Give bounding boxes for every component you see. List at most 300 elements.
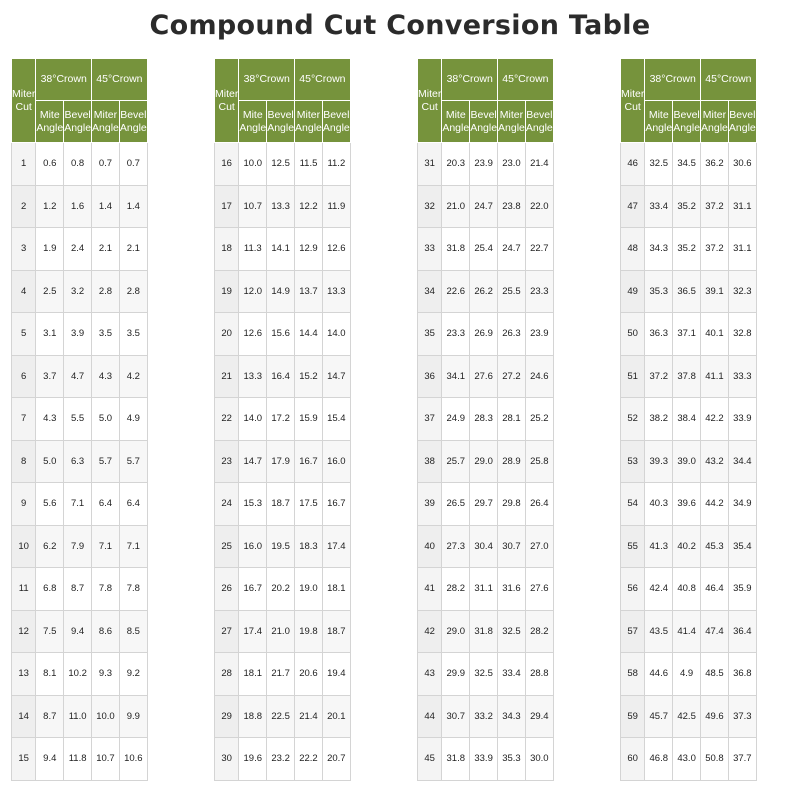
miter-38-bevel-angle-value: 9.4 bbox=[64, 610, 92, 653]
miter-cut-value: 48 bbox=[621, 228, 645, 271]
miter-38-bevel-angle-value: 2.4 bbox=[64, 228, 92, 271]
miter-cut-value: 24 bbox=[215, 483, 239, 526]
miter-cut-value: 16 bbox=[215, 143, 239, 186]
miter-45-miter-angle-value: 31.6 bbox=[498, 568, 526, 611]
miter-45-miter-angle-value: 47.4 bbox=[701, 610, 729, 653]
miter-45-bevel-angle-value: 33.9 bbox=[728, 398, 756, 441]
miter-45-bevel-angle-value: 27.6 bbox=[525, 568, 553, 611]
miter-38-bevel-angle-value: 37.8 bbox=[673, 355, 701, 398]
miter-38-mite-angle-value: 28.2 bbox=[442, 568, 470, 611]
miter-cut-value: 51 bbox=[621, 355, 645, 398]
miter-38-bevel-angle-value: 28.3 bbox=[470, 398, 498, 441]
miter-38-mite-angle-value: 25.7 bbox=[442, 440, 470, 483]
miter-angle-header: Miter Angle bbox=[92, 101, 120, 143]
table-row bbox=[12, 440, 148, 483]
table-row bbox=[215, 398, 351, 441]
miter-38-bevel-angle-value: 14.1 bbox=[267, 228, 295, 271]
miter-38-mite-angle-value: 5.6 bbox=[36, 483, 64, 526]
miter-45-miter-angle-value: 1.4 bbox=[92, 185, 120, 228]
miter-38-mite-angle-value: 1.9 bbox=[36, 228, 64, 271]
miter-38-mite-angle-value: 24.9 bbox=[442, 398, 470, 441]
miter-cut-header: Miter Cut bbox=[621, 59, 645, 143]
miter-cut-value: 9 bbox=[12, 483, 36, 526]
miter-45-miter-angle-value: 13.7 bbox=[295, 270, 323, 313]
miter-45-bevel-angle-value: 28.2 bbox=[525, 610, 553, 653]
miter-45-miter-angle-value: 6.4 bbox=[92, 483, 120, 526]
miter-45-bevel-angle-value: 0.7 bbox=[119, 143, 147, 186]
miter-cut-value: 18 bbox=[215, 228, 239, 271]
miter-45-miter-angle-value: 3.5 bbox=[92, 313, 120, 356]
miter-45-bevel-angle-value: 18.1 bbox=[322, 568, 350, 611]
miter-45-miter-angle-value: 26.3 bbox=[498, 313, 526, 356]
miter-cut-value: 34 bbox=[418, 270, 442, 313]
miter-45-bevel-angle-value: 21.4 bbox=[525, 143, 553, 186]
miter-45-miter-angle-value: 4.3 bbox=[92, 355, 120, 398]
miter-45-miter-angle-value: 15.9 bbox=[295, 398, 323, 441]
miter-cut-header: Miter Cut bbox=[12, 59, 36, 143]
bevel-angle-header: Bevel Angle bbox=[470, 101, 498, 143]
miter-38-bevel-angle-value: 15.6 bbox=[267, 313, 295, 356]
miter-45-bevel-angle-value: 8.5 bbox=[119, 610, 147, 653]
table-row bbox=[215, 738, 351, 781]
table-row bbox=[12, 525, 148, 568]
conversion-table-4 bbox=[620, 58, 757, 781]
miter-38-bevel-angle-value: 39.0 bbox=[673, 440, 701, 483]
miter-45-bevel-angle-value: 17.4 bbox=[322, 525, 350, 568]
miter-38-mite-angle-value: 30.7 bbox=[442, 695, 470, 738]
miter-38-mite-angle-value: 32.5 bbox=[645, 143, 673, 186]
miter-38-mite-angle-value: 14.0 bbox=[239, 398, 267, 441]
miter-45-bevel-angle-value: 20.7 bbox=[322, 738, 350, 781]
table-row bbox=[418, 568, 554, 611]
miter-45-bevel-angle-value: 22.7 bbox=[525, 228, 553, 271]
miter-45-miter-angle-value: 30.7 bbox=[498, 525, 526, 568]
miter-38-mite-angle-value: 1.2 bbox=[36, 185, 64, 228]
miter-45-bevel-angle-value: 9.9 bbox=[119, 695, 147, 738]
miter-38-bevel-angle-value: 29.0 bbox=[470, 440, 498, 483]
miter-cut-value: 58 bbox=[621, 653, 645, 696]
miter-cut-value: 4 bbox=[12, 270, 36, 313]
table-row bbox=[215, 653, 351, 696]
table-row bbox=[621, 185, 757, 228]
table-row bbox=[418, 355, 554, 398]
miter-45-bevel-angle-value: 11.9 bbox=[322, 185, 350, 228]
table-row bbox=[418, 313, 554, 356]
miter-cut-value: 11 bbox=[12, 568, 36, 611]
crown-45-header: 45°Crown bbox=[701, 59, 757, 101]
mite-angle-header: Mite Angle bbox=[645, 101, 673, 143]
miter-38-bevel-angle-value: 10.2 bbox=[64, 653, 92, 696]
miter-38-bevel-angle-value: 35.2 bbox=[673, 185, 701, 228]
miter-cut-value: 7 bbox=[12, 398, 36, 441]
miter-38-bevel-angle-value: 30.4 bbox=[470, 525, 498, 568]
table-row bbox=[12, 653, 148, 696]
miter-cut-value: 55 bbox=[621, 525, 645, 568]
miter-38-mite-angle-value: 44.6 bbox=[645, 653, 673, 696]
miter-45-bevel-angle-value: 14.0 bbox=[322, 313, 350, 356]
table-row bbox=[418, 185, 554, 228]
miter-38-mite-angle-value: 4.3 bbox=[36, 398, 64, 441]
conversion-table-2 bbox=[214, 58, 351, 781]
table-row bbox=[418, 738, 554, 781]
miter-38-bevel-angle-value: 21.7 bbox=[267, 653, 295, 696]
crown-38-header: 38°Crown bbox=[645, 59, 701, 101]
miter-38-bevel-angle-value: 7.1 bbox=[64, 483, 92, 526]
miter-38-bevel-angle-value: 40.2 bbox=[673, 525, 701, 568]
miter-38-bevel-angle-value: 29.7 bbox=[470, 483, 498, 526]
miter-38-bevel-angle-value: 22.5 bbox=[267, 695, 295, 738]
miter-45-miter-angle-value: 44.2 bbox=[701, 483, 729, 526]
miter-cut-value: 22 bbox=[215, 398, 239, 441]
miter-38-bevel-angle-value: 0.8 bbox=[64, 143, 92, 186]
miter-38-bevel-angle-value: 33.9 bbox=[470, 738, 498, 781]
miter-cut-value: 43 bbox=[418, 653, 442, 696]
miter-45-bevel-angle-value: 11.2 bbox=[322, 143, 350, 186]
table-row bbox=[418, 270, 554, 313]
miter-45-bevel-angle-value: 37.7 bbox=[728, 738, 756, 781]
miter-cut-value: 2 bbox=[12, 185, 36, 228]
miter-38-bevel-angle-value: 4.9 bbox=[673, 653, 701, 696]
miter-45-miter-angle-value: 17.5 bbox=[295, 483, 323, 526]
miter-45-miter-angle-value: 21.4 bbox=[295, 695, 323, 738]
miter-45-miter-angle-value: 7.1 bbox=[92, 525, 120, 568]
miter-45-bevel-angle-value: 29.4 bbox=[525, 695, 553, 738]
bevel-angle-header: Bevel Angle bbox=[728, 101, 756, 143]
miter-45-bevel-angle-value: 30.0 bbox=[525, 738, 553, 781]
miter-cut-value: 17 bbox=[215, 185, 239, 228]
miter-38-mite-angle-value: 10.0 bbox=[239, 143, 267, 186]
miter-38-bevel-angle-value: 43.0 bbox=[673, 738, 701, 781]
table-row bbox=[621, 695, 757, 738]
miter-45-miter-angle-value: 5.0 bbox=[92, 398, 120, 441]
miter-38-bevel-angle-value: 38.4 bbox=[673, 398, 701, 441]
table-row bbox=[215, 228, 351, 271]
miter-38-bevel-angle-value: 5.5 bbox=[64, 398, 92, 441]
miter-38-mite-angle-value: 5.0 bbox=[36, 440, 64, 483]
bevel-angle-header: Bevel Angle bbox=[525, 101, 553, 143]
table-row bbox=[215, 355, 351, 398]
miter-45-miter-angle-value: 5.7 bbox=[92, 440, 120, 483]
table-row bbox=[12, 398, 148, 441]
miter-38-bevel-angle-value: 32.5 bbox=[470, 653, 498, 696]
miter-38-mite-angle-value: 12.0 bbox=[239, 270, 267, 313]
miter-45-miter-angle-value: 2.1 bbox=[92, 228, 120, 271]
miter-cut-value: 20 bbox=[215, 313, 239, 356]
miter-45-miter-angle-value: 24.7 bbox=[498, 228, 526, 271]
miter-38-bevel-angle-value: 31.1 bbox=[470, 568, 498, 611]
table-row bbox=[418, 525, 554, 568]
miter-45-bevel-angle-value: 4.2 bbox=[119, 355, 147, 398]
miter-45-bevel-angle-value: 34.4 bbox=[728, 440, 756, 483]
miter-cut-value: 13 bbox=[12, 653, 36, 696]
miter-38-bevel-angle-value: 7.9 bbox=[64, 525, 92, 568]
miter-38-mite-angle-value: 8.1 bbox=[36, 653, 64, 696]
miter-38-mite-angle-value: 39.3 bbox=[645, 440, 673, 483]
miter-45-bevel-angle-value: 35.4 bbox=[728, 525, 756, 568]
miter-38-mite-angle-value: 7.5 bbox=[36, 610, 64, 653]
miter-38-bevel-angle-value: 34.5 bbox=[673, 143, 701, 186]
miter-38-mite-angle-value: 2.5 bbox=[36, 270, 64, 313]
table-row bbox=[418, 143, 554, 186]
miter-45-bevel-angle-value: 34.9 bbox=[728, 483, 756, 526]
miter-38-mite-angle-value: 34.3 bbox=[645, 228, 673, 271]
miter-38-bevel-angle-value: 41.4 bbox=[673, 610, 701, 653]
miter-45-bevel-angle-value: 37.3 bbox=[728, 695, 756, 738]
miter-cut-value: 26 bbox=[215, 568, 239, 611]
miter-45-bevel-angle-value: 32.3 bbox=[728, 270, 756, 313]
miter-45-miter-angle-value: 37.2 bbox=[701, 185, 729, 228]
miter-cut-value: 59 bbox=[621, 695, 645, 738]
miter-38-mite-angle-value: 29.0 bbox=[442, 610, 470, 653]
miter-38-bevel-angle-value: 6.3 bbox=[64, 440, 92, 483]
miter-cut-value: 56 bbox=[621, 568, 645, 611]
miter-cut-value: 27 bbox=[215, 610, 239, 653]
miter-38-mite-angle-value: 35.3 bbox=[645, 270, 673, 313]
miter-38-bevel-angle-value: 37.1 bbox=[673, 313, 701, 356]
bevel-angle-header: Bevel Angle bbox=[64, 101, 92, 143]
miter-38-mite-angle-value: 29.9 bbox=[442, 653, 470, 696]
miter-38-bevel-angle-value: 42.5 bbox=[673, 695, 701, 738]
miter-45-miter-angle-value: 49.6 bbox=[701, 695, 729, 738]
miter-45-miter-angle-value: 45.3 bbox=[701, 525, 729, 568]
miter-45-miter-angle-value: 43.2 bbox=[701, 440, 729, 483]
miter-38-mite-angle-value: 14.7 bbox=[239, 440, 267, 483]
miter-45-miter-angle-value: 23.0 bbox=[498, 143, 526, 186]
miter-38-mite-angle-value: 16.7 bbox=[239, 568, 267, 611]
table-row bbox=[215, 270, 351, 313]
miter-45-bevel-angle-value: 6.4 bbox=[119, 483, 147, 526]
miter-38-bevel-angle-value: 23.9 bbox=[470, 143, 498, 186]
miter-cut-value: 5 bbox=[12, 313, 36, 356]
bevel-angle-header: Bevel Angle bbox=[322, 101, 350, 143]
miter-38-mite-angle-value: 21.0 bbox=[442, 185, 470, 228]
miter-38-bevel-angle-value: 26.9 bbox=[470, 313, 498, 356]
conversion-table-3 bbox=[417, 58, 554, 781]
table-row bbox=[418, 398, 554, 441]
table-row bbox=[215, 143, 351, 186]
miter-45-bevel-angle-value: 28.8 bbox=[525, 653, 553, 696]
table-row bbox=[621, 313, 757, 356]
miter-38-bevel-angle-value: 39.6 bbox=[673, 483, 701, 526]
table-row bbox=[621, 228, 757, 271]
miter-cut-value: 50 bbox=[621, 313, 645, 356]
miter-angle-header: Miter Angle bbox=[701, 101, 729, 143]
miter-38-mite-angle-value: 40.3 bbox=[645, 483, 673, 526]
miter-38-mite-angle-value: 26.5 bbox=[442, 483, 470, 526]
miter-45-bevel-angle-value: 36.8 bbox=[728, 653, 756, 696]
miter-cut-value: 30 bbox=[215, 738, 239, 781]
miter-cut-value: 40 bbox=[418, 525, 442, 568]
miter-cut-value: 60 bbox=[621, 738, 645, 781]
miter-38-bevel-angle-value: 17.2 bbox=[267, 398, 295, 441]
miter-38-bevel-angle-value: 1.6 bbox=[64, 185, 92, 228]
miter-38-mite-angle-value: 11.3 bbox=[239, 228, 267, 271]
table-row bbox=[418, 695, 554, 738]
miter-45-miter-angle-value: 15.2 bbox=[295, 355, 323, 398]
miter-cut-value: 42 bbox=[418, 610, 442, 653]
miter-38-bevel-angle-value: 27.6 bbox=[470, 355, 498, 398]
miter-45-miter-angle-value: 41.1 bbox=[701, 355, 729, 398]
miter-cut-value: 33 bbox=[418, 228, 442, 271]
miter-45-miter-angle-value: 39.1 bbox=[701, 270, 729, 313]
miter-38-mite-angle-value: 42.4 bbox=[645, 568, 673, 611]
table-row bbox=[12, 738, 148, 781]
miter-45-bevel-angle-value: 23.3 bbox=[525, 270, 553, 313]
table-row bbox=[12, 228, 148, 271]
miter-45-miter-angle-value: 0.7 bbox=[92, 143, 120, 186]
miter-45-bevel-angle-value: 18.7 bbox=[322, 610, 350, 653]
miter-38-bevel-angle-value: 11.0 bbox=[64, 695, 92, 738]
table-row bbox=[621, 440, 757, 483]
miter-45-miter-angle-value: 32.5 bbox=[498, 610, 526, 653]
miter-cut-value: 32 bbox=[418, 185, 442, 228]
miter-38-bevel-angle-value: 40.8 bbox=[673, 568, 701, 611]
miter-cut-value: 12 bbox=[12, 610, 36, 653]
bevel-angle-header: Bevel Angle bbox=[673, 101, 701, 143]
miter-45-miter-angle-value: 25.5 bbox=[498, 270, 526, 313]
miter-38-bevel-angle-value: 3.2 bbox=[64, 270, 92, 313]
miter-45-miter-angle-value: 48.5 bbox=[701, 653, 729, 696]
miter-45-bevel-angle-value: 35.9 bbox=[728, 568, 756, 611]
miter-38-mite-angle-value: 19.6 bbox=[239, 738, 267, 781]
miter-38-bevel-angle-value: 19.5 bbox=[267, 525, 295, 568]
table-row bbox=[215, 313, 351, 356]
miter-45-bevel-angle-value: 22.0 bbox=[525, 185, 553, 228]
miter-38-bevel-angle-value: 20.2 bbox=[267, 568, 295, 611]
miter-38-mite-angle-value: 38.2 bbox=[645, 398, 673, 441]
miter-38-mite-angle-value: 10.7 bbox=[239, 185, 267, 228]
miter-38-mite-angle-value: 31.8 bbox=[442, 738, 470, 781]
table-row bbox=[418, 483, 554, 526]
table-row bbox=[418, 228, 554, 271]
miter-cut-value: 47 bbox=[621, 185, 645, 228]
table-row bbox=[621, 525, 757, 568]
table-row bbox=[621, 398, 757, 441]
miter-45-miter-angle-value: 42.2 bbox=[701, 398, 729, 441]
miter-45-bevel-angle-value: 9.2 bbox=[119, 653, 147, 696]
miter-cut-value: 23 bbox=[215, 440, 239, 483]
miter-cut-value: 31 bbox=[418, 143, 442, 186]
table-row bbox=[621, 653, 757, 696]
miter-38-mite-angle-value: 16.0 bbox=[239, 525, 267, 568]
miter-cut-value: 37 bbox=[418, 398, 442, 441]
table-row bbox=[418, 610, 554, 653]
miter-45-bevel-angle-value: 25.8 bbox=[525, 440, 553, 483]
miter-38-bevel-angle-value: 14.9 bbox=[267, 270, 295, 313]
miter-45-bevel-angle-value: 10.6 bbox=[119, 738, 147, 781]
table-row bbox=[215, 695, 351, 738]
miter-cut-value: 15 bbox=[12, 738, 36, 781]
miter-45-miter-angle-value: 16.7 bbox=[295, 440, 323, 483]
table-row bbox=[418, 440, 554, 483]
miter-38-mite-angle-value: 46.8 bbox=[645, 738, 673, 781]
miter-45-bevel-angle-value: 16.0 bbox=[322, 440, 350, 483]
miter-38-mite-angle-value: 6.2 bbox=[36, 525, 64, 568]
miter-38-bevel-angle-value: 24.7 bbox=[470, 185, 498, 228]
miter-45-miter-angle-value: 46.4 bbox=[701, 568, 729, 611]
miter-38-bevel-angle-value: 31.8 bbox=[470, 610, 498, 653]
miter-45-bevel-angle-value: 31.1 bbox=[728, 185, 756, 228]
miter-angle-header: Miter Angle bbox=[498, 101, 526, 143]
miter-38-bevel-angle-value: 33.2 bbox=[470, 695, 498, 738]
miter-cut-value: 49 bbox=[621, 270, 645, 313]
crown-38-header: 38°Crown bbox=[36, 59, 92, 101]
miter-38-bevel-angle-value: 4.7 bbox=[64, 355, 92, 398]
table-row bbox=[12, 568, 148, 611]
miter-45-bevel-angle-value: 26.4 bbox=[525, 483, 553, 526]
miter-38-bevel-angle-value: 25.4 bbox=[470, 228, 498, 271]
miter-cut-value: 10 bbox=[12, 525, 36, 568]
miter-45-miter-angle-value: 8.6 bbox=[92, 610, 120, 653]
table-row bbox=[215, 483, 351, 526]
miter-cut-value: 28 bbox=[215, 653, 239, 696]
miter-45-miter-angle-value: 34.3 bbox=[498, 695, 526, 738]
miter-45-miter-angle-value: 29.8 bbox=[498, 483, 526, 526]
miter-45-bevel-angle-value: 1.4 bbox=[119, 185, 147, 228]
table-row bbox=[215, 185, 351, 228]
miter-38-mite-angle-value: 34.1 bbox=[442, 355, 470, 398]
miter-38-mite-angle-value: 22.6 bbox=[442, 270, 470, 313]
miter-cut-value: 1 bbox=[12, 143, 36, 186]
miter-38-mite-angle-value: 9.4 bbox=[36, 738, 64, 781]
miter-38-mite-angle-value: 3.7 bbox=[36, 355, 64, 398]
mite-angle-header: Mite Angle bbox=[442, 101, 470, 143]
miter-45-bevel-angle-value: 20.1 bbox=[322, 695, 350, 738]
table-row bbox=[215, 525, 351, 568]
miter-38-bevel-angle-value: 12.5 bbox=[267, 143, 295, 186]
miter-45-miter-angle-value: 11.5 bbox=[295, 143, 323, 186]
miter-45-miter-angle-value: 7.8 bbox=[92, 568, 120, 611]
miter-45-miter-angle-value: 12.9 bbox=[295, 228, 323, 271]
bevel-angle-header: Bevel Angle bbox=[119, 101, 147, 143]
miter-45-miter-angle-value: 27.2 bbox=[498, 355, 526, 398]
miter-45-bevel-angle-value: 7.8 bbox=[119, 568, 147, 611]
miter-45-miter-angle-value: 9.3 bbox=[92, 653, 120, 696]
miter-45-miter-angle-value: 36.2 bbox=[701, 143, 729, 186]
miter-45-miter-angle-value: 28.1 bbox=[498, 398, 526, 441]
miter-45-bevel-angle-value: 3.5 bbox=[119, 313, 147, 356]
table-row bbox=[418, 653, 554, 696]
miter-38-bevel-angle-value: 17.9 bbox=[267, 440, 295, 483]
miter-45-bevel-angle-value: 27.0 bbox=[525, 525, 553, 568]
miter-45-bevel-angle-value: 19.4 bbox=[322, 653, 350, 696]
crown-38-header: 38°Crown bbox=[239, 59, 295, 101]
miter-45-miter-angle-value: 33.4 bbox=[498, 653, 526, 696]
miter-cut-value: 52 bbox=[621, 398, 645, 441]
mite-angle-header: Mite Angle bbox=[36, 101, 64, 143]
table-row bbox=[12, 185, 148, 228]
miter-45-bevel-angle-value: 32.8 bbox=[728, 313, 756, 356]
miter-38-mite-angle-value: 15.3 bbox=[239, 483, 267, 526]
table-row bbox=[12, 610, 148, 653]
miter-cut-value: 35 bbox=[418, 313, 442, 356]
table-row bbox=[12, 313, 148, 356]
crown-45-header: 45°Crown bbox=[498, 59, 554, 101]
table-row bbox=[12, 270, 148, 313]
miter-cut-value: 54 bbox=[621, 483, 645, 526]
miter-45-bevel-angle-value: 12.6 bbox=[322, 228, 350, 271]
table-row bbox=[215, 440, 351, 483]
miter-45-miter-angle-value: 19.8 bbox=[295, 610, 323, 653]
miter-45-bevel-angle-value: 14.7 bbox=[322, 355, 350, 398]
miter-cut-value: 38 bbox=[418, 440, 442, 483]
miter-45-miter-angle-value: 22.2 bbox=[295, 738, 323, 781]
miter-38-mite-angle-value: 8.7 bbox=[36, 695, 64, 738]
miter-cut-value: 25 bbox=[215, 525, 239, 568]
miter-45-bevel-angle-value: 4.9 bbox=[119, 398, 147, 441]
miter-45-miter-angle-value: 10.7 bbox=[92, 738, 120, 781]
miter-45-bevel-angle-value: 5.7 bbox=[119, 440, 147, 483]
